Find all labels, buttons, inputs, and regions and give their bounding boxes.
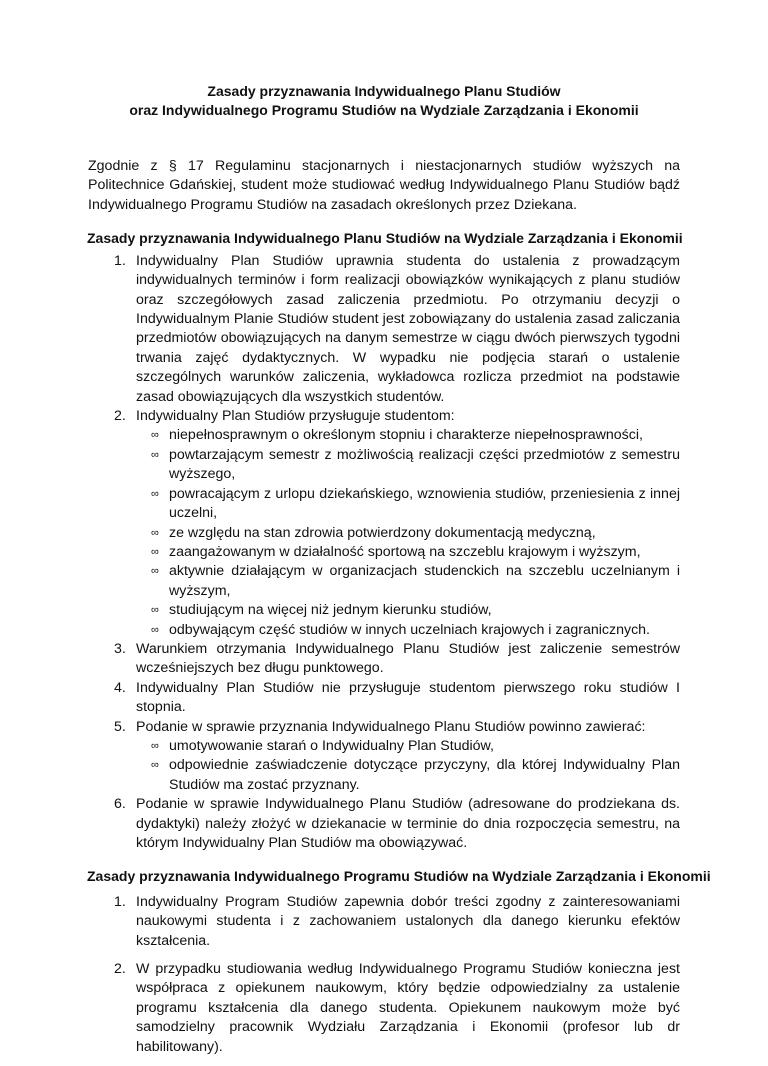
- item-number: 2.: [114, 960, 126, 977]
- item-number: 2.: [114, 408, 126, 425]
- infinity-bullet-icon: ∞: [151, 565, 159, 578]
- bullet-text: odbywającym część studiów w innych uczelniach krajowych i zagranicznych.: [169, 621, 651, 638]
- section-heading: Zasady przyznawania Indywidualnego Programu Studiów na Wydziale Zarządzania i Ekonomii: [87, 868, 711, 885]
- infinity-bullet-icon: ∞: [151, 604, 159, 617]
- infinity-bullet-icon: ∞: [151, 623, 159, 636]
- numbered-list: [88, 252, 680, 854]
- bullet-item: [136, 485, 680, 524]
- infinity-bullet-icon: ∞: [151, 526, 159, 539]
- item-number: 1.: [114, 252, 126, 269]
- bullet-item: [136, 562, 680, 601]
- item-text: Podanie w sprawie przyznania Indywidualnego Planu Studiów powinno zawierać:: [136, 718, 646, 735]
- infinity-bullet-icon: ∞: [151, 429, 159, 442]
- item-number: 5.: [114, 718, 126, 735]
- document-page: [87, 82, 711, 1066]
- infinity-bullet-icon: ∞: [151, 759, 159, 772]
- title-line-2: oraz Indywidualnego Programu Studiów na Wydziale Zarządzania i Ekonomii: [129, 102, 639, 118]
- item-text: Indywidualny Plan Studiów przysługuje studentom:: [136, 408, 455, 425]
- infinity-bullet-icon: ∞: [151, 487, 159, 500]
- bullet-text: zaangażowanym w działalność sportową na szczeblu krajowym i wyższym,: [169, 543, 641, 560]
- item-text: Indywidualny Plan Studiów nie przysługuje studentom pierwszego roku studiów I stopnia.: [136, 679, 680, 716]
- section-individual-program: [87, 867, 711, 1057]
- infinity-bullet-icon: ∞: [151, 739, 159, 752]
- bullet-text: powracającym z urlopu dziekańskiego, wznowienia studiów, przeniesienia z innej uczelni,: [169, 485, 680, 522]
- bullet-item: [136, 426, 680, 445]
- bullet-list: [136, 426, 680, 639]
- item-text: Indywidualny Plan Studiów uprawnia studenta do ustalenia z prowadzącym indywidualnych terminów i form realizacji obowiązków wynikających z planu studiów oraz szczegółowych zasad zaliczenia przedmiotu. Po otrzymaniu decyzji o Indywidualnym Planie Studiów student jest zobowiązany do ustalenia zasad zaliczania przedmiotów obowiązujących na danym semestrze w ciągu dwóch pierwszych tygodni trwania zajęć dydaktycznych. W wypadku nie podjęcia starań o ustalenie szczególnych warunków zaliczenia, wykładowca rozlicza przedmiot na podstawie zasad obowiązujących dla wszystkich studentów.: [136, 252, 680, 405]
- bullet-item: [136, 601, 680, 620]
- section-individual-plan: [87, 229, 683, 853]
- item-number: 1.: [114, 893, 126, 910]
- item-number: 3.: [114, 640, 126, 657]
- bullet-text: studiującym na więcej niż jednym kierunku studiów,: [169, 602, 492, 619]
- list-item: [88, 893, 680, 952]
- list-item: [88, 718, 680, 796]
- title-line-1: Zasady przyznawania Indywidualnego Planu Studiów: [207, 83, 561, 99]
- bullet-text: niepełnosprawnym o określonym stopniu i charakterze niepełnosprawności,: [169, 427, 643, 444]
- list-item: [88, 252, 680, 407]
- bullet-item: [136, 524, 680, 543]
- item-text: Indywidualny Program Studiów zapewnia dobór treści zgodny z zainteresowaniami naukowymi studenta i z zachowaniem ustalonych dla danego kierunku efektów kształcenia.: [136, 893, 680, 949]
- bullet-text: powtarzającym semestr z możliwością realizacji części przedmiotów z semestru wyższego,: [169, 446, 680, 483]
- bullet-item: [136, 543, 680, 562]
- list-item: [88, 679, 680, 718]
- item-number: 6.: [114, 796, 126, 813]
- intro-paragraph: Zgodnie z § 17 Regulaminu stacjonarnych i niestacjonarnych studiów wyższych na Politechnice Gdańskiej, student może studiować według Indywidualnego Planu Studiów bądź Indywidualnego Programu Studiów na zasadach określonych przez Dziekana.: [88, 158, 680, 213]
- item-text: Warunkiem otrzymania Indywidualnego Planu Studiów jest zaliczenie semestrów wcześniejszych bez długu punktowego.: [136, 640, 680, 677]
- infinity-bullet-icon: ∞: [151, 545, 159, 558]
- bullet-text: ze względu na stan zdrowia potwierdzony dokumentacją medyczną,: [169, 524, 596, 541]
- bullet-item: [136, 756, 680, 795]
- bullet-text: aktywnie działającym w organizacjach studenckich na szczeblu uczelnianym i wyższym,: [169, 563, 680, 599]
- list-item: [88, 960, 680, 1058]
- list-item: [88, 407, 680, 640]
- bullet-text: odpowiednie zaświadczenie dotyczące przyczyny, dla której Indywidualny Plan Studiów ma zostać przyznany.: [169, 757, 680, 793]
- item-text: W przypadku studiowania według Indywidualnego Programu Studiów konieczna jest współpraca z opiekunem naukowym, który będzie odpowiedzialny za ustalenie programu kształcenia dla danego studenta. Opiekunem naukowym może być samodzielny pracownik Wydziału Zarządzania i Ekonomii (profesor lub dr habilitowany).: [136, 960, 680, 1055]
- bullet-list: [136, 737, 680, 795]
- list-item: [88, 795, 680, 853]
- bullet-item: [136, 737, 680, 756]
- bullet-item: [136, 621, 680, 640]
- bullet-text: umotywowanie starań o Indywidualny Plan Studiów,: [169, 737, 494, 754]
- item-text: Podanie w sprawie Indywidualnego Planu Studiów (adresowane do prodziekana ds. dydaktyki) należy złożyć w dziekanacie w terminie do dnia rozpoczęcia semestru, na którym Indywidualny Plan Studiów ma obowiązywać.: [136, 796, 680, 851]
- infinity-bullet-icon: ∞: [151, 448, 159, 461]
- numbered-list: [88, 893, 680, 1058]
- section-heading: Zasady przyznawania Indywidualnego Planu Studiów na Wydziale Zarządzania i Ekonomii: [87, 230, 683, 247]
- list-item: [88, 640, 680, 679]
- bullet-item: [136, 446, 680, 485]
- item-number: 4.: [114, 679, 126, 696]
- document-title: [88, 82, 680, 120]
